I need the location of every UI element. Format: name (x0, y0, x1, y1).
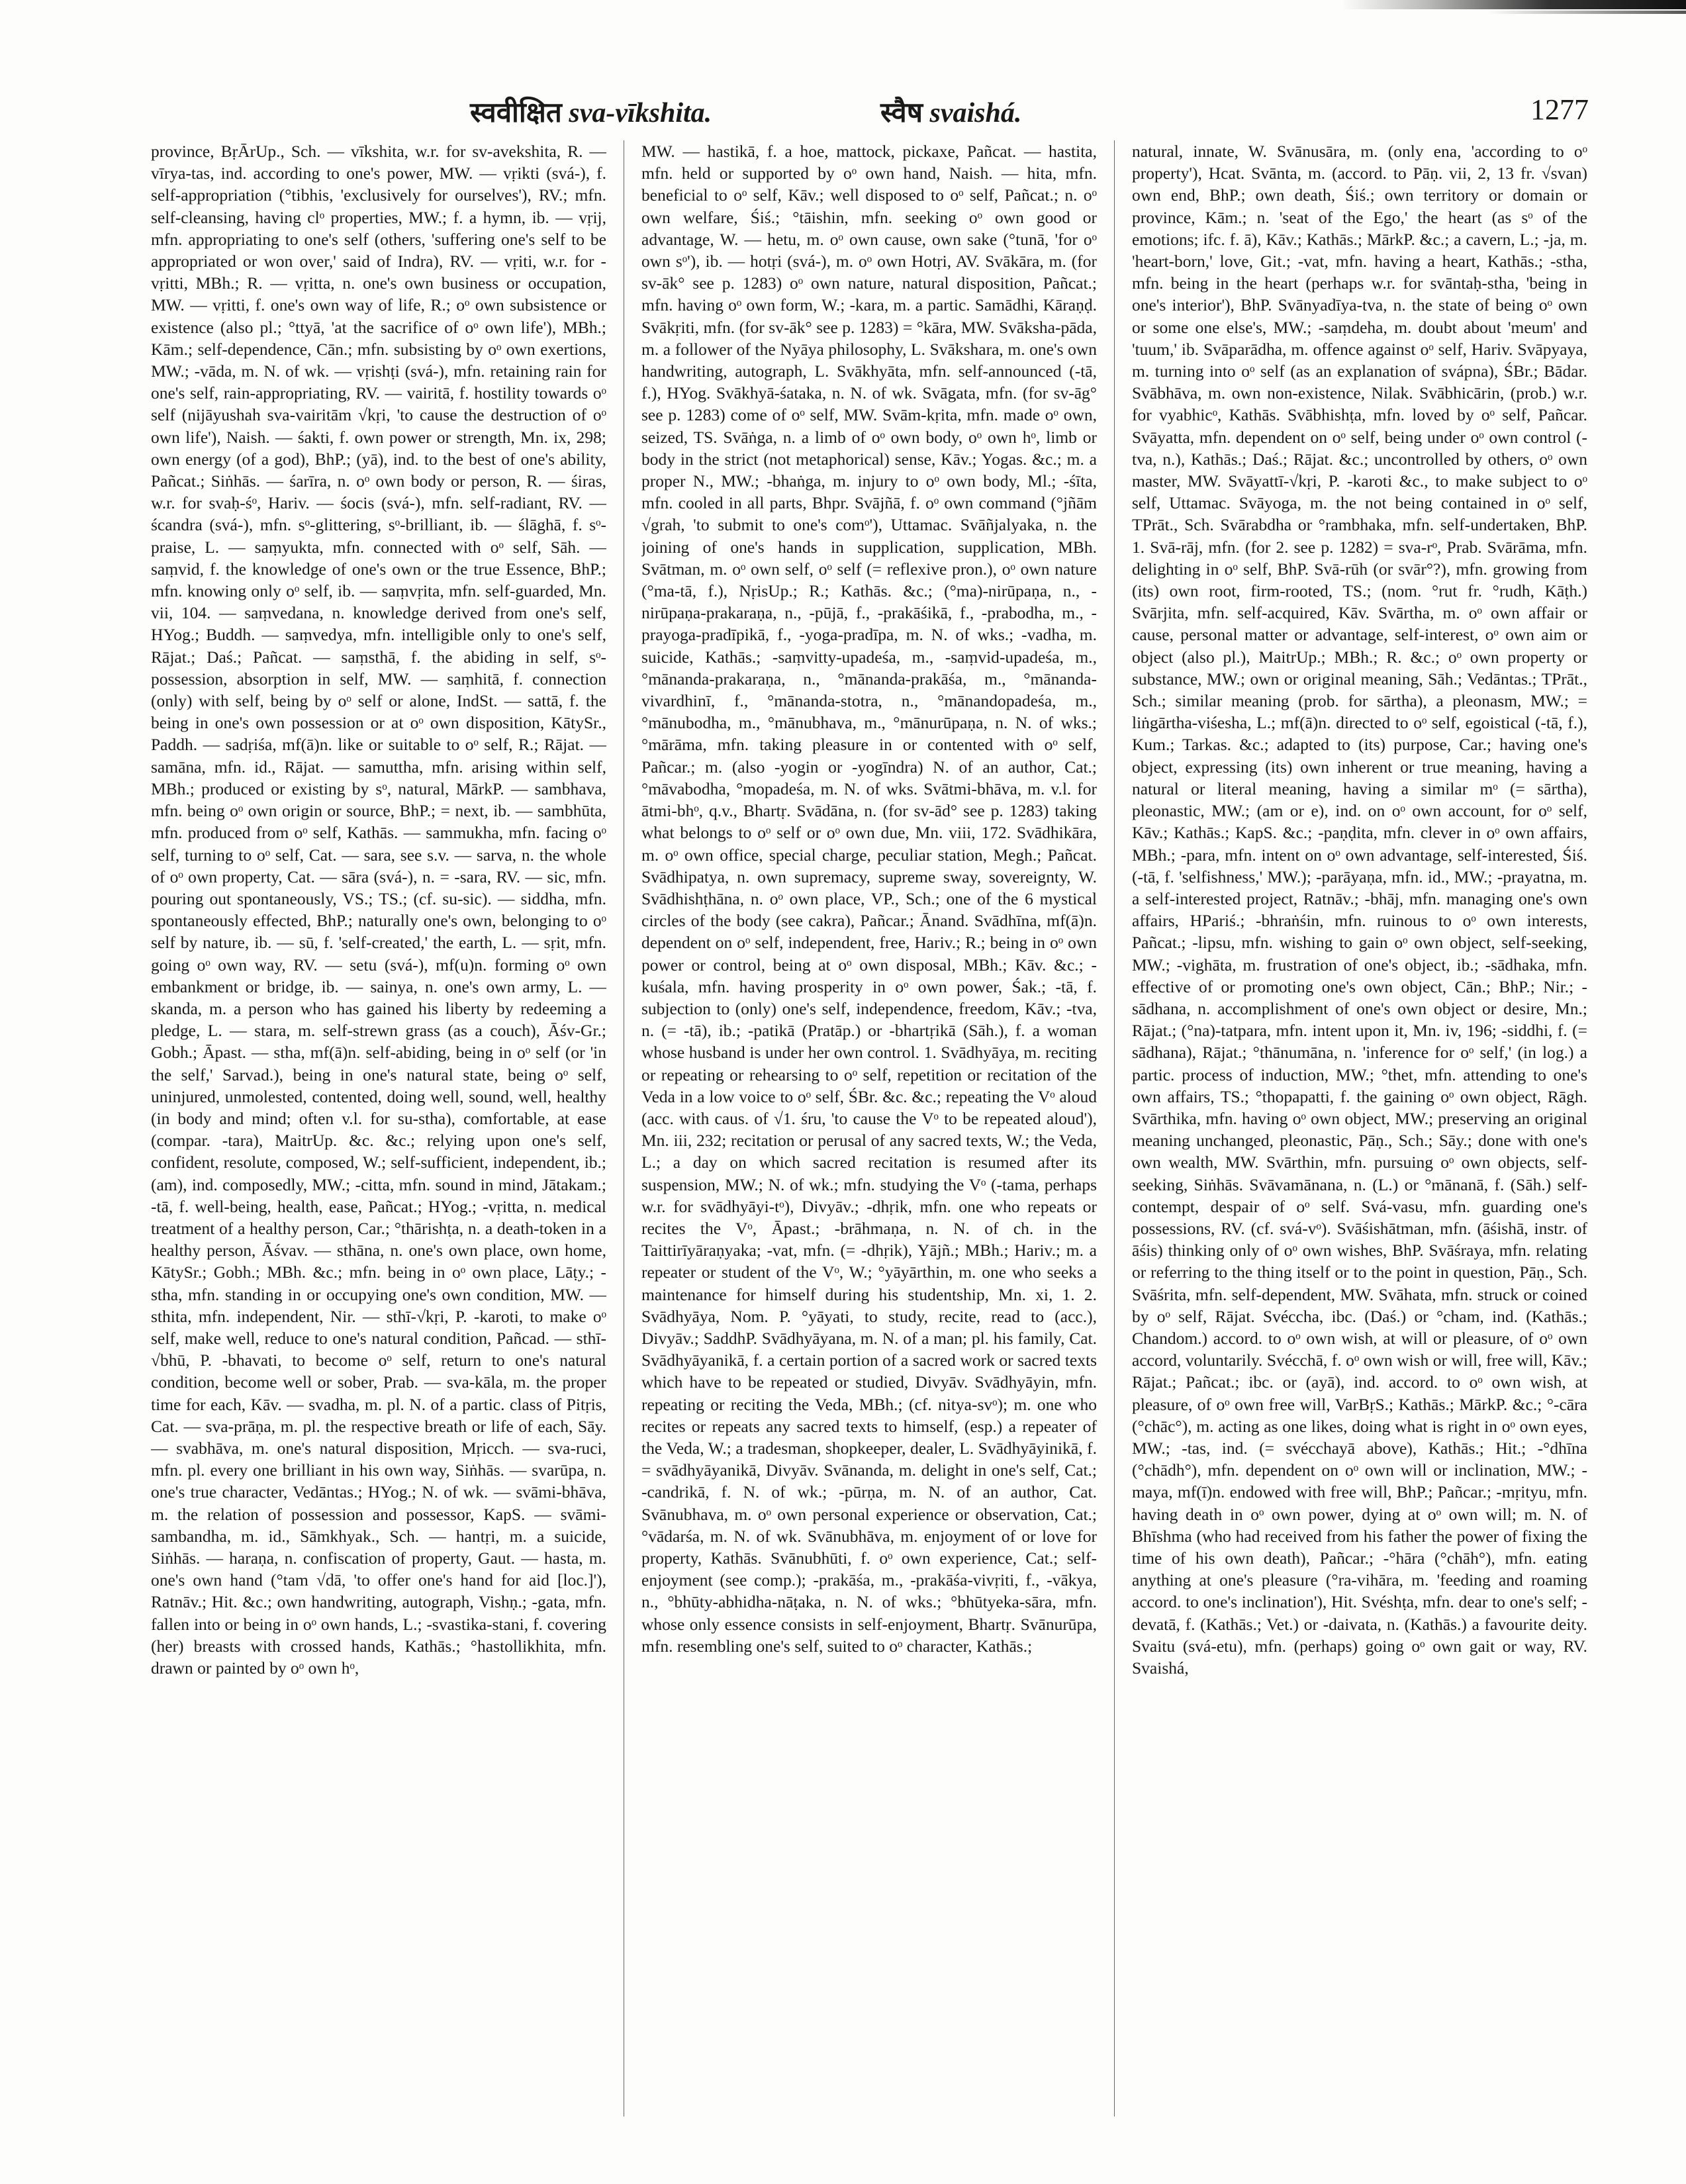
column-1 (151, 140, 606, 2116)
dictionary-columns (151, 140, 1587, 2116)
column-rule-2 (1114, 140, 1115, 2116)
header-center-latin: svaishá. (929, 98, 1022, 128)
header-center (880, 93, 1021, 130)
column-2 (641, 140, 1097, 2116)
header-left (470, 93, 712, 130)
running-header (152, 93, 1589, 132)
scan-edge-mark (1342, 0, 1686, 9)
column-3-text: natural, innate, W. Svānusāra, m. (only ena, 'according to oᵒ property'), Hcat. Svānta, m. (accord. to Pāṇ. vii, 2, 13 fr. √svan) own end, BhP.; own death, Śiś.; own territory or domain or province, Kām.; n. 'seat of the Ego,' the heart (as sᵒ of the emotions; ifc. f. ā), Kāv.; Kathās.; MārkP. &c.; a cavern, L.; -ja, m. 'heart-born,' love, Git.; -vat, mfn. having a heart, Kathās.; -stha, mfn. being in the heart (perhaps w.r. for svāntaḥ-stha, 'being in one's interior'), BhP. Svānyadīya-tva, n. the state of being oᵒ own or some one else's, MW.; -saṃdeha, m. doubt about 'meum' and 'tuum,' ib. Svāparādha, m. offence against oᵒ self, Hariv. Svāpyaya, m. turning into oᵒ self (as an explanation of svápna), ŚBr.; Bādar. Svābhāva, m. own non-existence, Nilak. Svābhicārin, (prob.) w.r. for vyabhicᵒ, Kathās. Svābhishṭa, mfn. loved by oᵒ self, Pañcar. Svāyatta, mfn. dependent on oᵒ self, being under oᵒ own control (-tva, n.), Kathās.; Daś.; Rājat. &c.; uncontrolled by others, oᵒ own master, MW. Svāyattī-√kṛi, P. -karoti &c., to make subject to oᵒ self, Uttamac. Svāyoga, m. the not being contained in oᵒ self, TPrāt., Sch. Svārabdha or °rambhaka, mfn. self-undertaken, BhP. 1. Svā-rāj, mfn. (for 2. see p. 1282) = sva-rᵒ, Prab. Svārāma, mfn. delighting in oᵒ self, BhP. Svā-rūh (or svār°?), mfn. growing from (its) own root, firm-rooted, TS.; (nom. °rut fr. °rudh, Kāṭh.) Svārjita, mfn. self-acquired, Kāv. Svārtha, m. oᵒ own affair or cause, personal matter or advantage, self-interest, oᵒ own aim or object (also pl.), MaitrUp.; MBh.; R. &c.; oᵒ own property or substance, MW.; own or original meaning, Sāh.; Vedāntas.; TPrāt., Sch.; similar meaning (prob. for sārtha), a pleonasm, MW.; = liṅgārtha-viśesha, L.; mf(ā)n. directed to oᵒ self, egoistical (-tā, f.), Kum.; Tarkas. &c.; adapted to (its) purpose, Car.; having one's object, expressing (its) own inherent or true meaning, having a natural or literal meaning, having a similar mᵒ (= sārtha), pleonastic, MW.; (am or e), ind. on oᵒ own account, for oᵒ self, Kāv.; Kathās.; KapS. &c.; -paṇḍita, mfn. clever in oᵒ own affairs, MBh.; -para, mfn. intent on oᵒ own advantage, self-interested, Śiś. (-tā, f. 'selfishness,' MW.); -parāyaṇa, mfn. id., MW.; -prayatna, m. a self-interested project, Ratnāv.; -bhāj, mfn. managing one's own affairs, HPariś.; -bhraṅśin, mfn. ruinous to oᵒ own interests, Pañcat.; -lipsu, mfn. wishing to gain oᵒ own object, self-seeking, MW.; -vighāta, m. frustration of one's object, ib.; -sādhaka, mfn. effective of or promoting one's own object, Cān.; BhP.; Nir.; -sādhana, n. accomplishment of one's own object or desire, Mn.; Rājat.; (°na)-tatpara, mfn. intent upon it, Mn. iv, 196; -siddhi, f. (= sādhana), Rājat.; °thānumāna, n. 'inference for oᵒ self,' (in log.) a partic. process of induction, MW.; °thet, mfn. attending to one's own affairs, TS.; °thopapatti, f. the gaining oᵒ own object, Rāgh. Svārthika, mfn. having oᵒ own object, MW.; preserving an original meaning unchanged, pleonastic, Pāṇ., Sch.; Sāy.; done with one's own wealth, MW. Svārthin, mfn. pursuing oᵒ own objects, self-seeking, Siṅhās. Svāvamānana, n. (L.) or °mānanā, f. (Sāh.) self-contempt, despair of oᵒ self. Svá-vasu, mfn. guarding one's possessions, RV. (cf. svá-vᵒ). Svāśishātman, mfn. (āśishā, instr. of āśis) thinking only of oᵒ own wishes, BhP. Svāśraya, mfn. relating or referring to the thing itself or to the point in question, Pāṇ., Sch. Svāśrita, mfn. self-dependent, MW. Svāhata, mfn. struck or coined by oᵒ self, Rājat. Svéccha, ibc. (Daś.) or °cham, ind. (Kathās.; Chandom.) accord. to oᵒ own wish, at will or pleasure, of oᵒ own accord, voluntarily. Svécchā, f. oᵒ own wish or will, free will, Kāv.; Rājat.; Pañcat.; ibc. or (ayā), ind. accord. to oᵒ own wish, at pleasure, of oᵒ own free will, VarBṛS.; Kathās.; MārkP. &c.; °-cāra (°chāc°), m. acting as one likes, doing what is right in oᵒ own eyes, MW.; -tas, ind. (= svécchayā above), Kathās.; Hit.; -°dhīna (°chādh°), mfn. dependent on oᵒ own will or inclination, MW.; -maya, mf(ī)n. endowed with free will, BhP.; Pañcar.; -mṛityu, mfn. having death in oᵒ own power, dying at oᵒ own will; m. N. of Bhīshma (who had received from his father the power of fixing the time of his own death), Pañcar.; -°hāra (°chāh°), mfn. eating anything at one's pleasure (°ra-vihāra, m. 'feeding and roaming accord. to one's inclination'), Hit. Svéshṭa, mfn. dear to one's self; -devatā, f. (Kathās.; Vet.) or -daivata, n. (Kathās.) a favourite deity. Svaitu (svá-etu), mfn. (perhaps) going oᵒ own gait or way, RV. Svaishá, (1132, 142, 1587, 1678)
header-left-devanagari: स्ववीक्षित (470, 98, 562, 128)
column-2-text: MW. — hastikā, f. a hoe, mattock, pickaxe, Pañcat. — hastita, mfn. held or supported by oᵒ own hand, Naish. — hita, mfn. beneficial to oᵒ self, Kāv.; well disposed to oᵒ self, Pañcat.; n. oᵒ own welfare, Śiś.; °tāishin, mfn. seeking oᵒ own good or advantage, W. — hetu, m. oᵒ own cause, own sake (°tunā, 'for oᵒ own sᵒ'), ib. — hotṛi (svá-), m. oᵒ own Hotṛi, AV. Svākāra, m. (for sv-āk° see p. 1283) oᵒ own nature, natural disposition, Pañcat.; mfn. having oᵒ own form, W.; -kara, m. a partic. Samādhi, Kāraṇḍ. Svākṛiti, mfn. (for sv-āk° see p. 1283) = °kāra, MW. Svāksha-pāda, m. a follower of the Nyāya philosophy, L. Svākshara, m. one's own handwriting, autograph, L. Svākhyāta, mfn. self-announced (-tā, f.), HYog. Svākhyā-śataka, n. N. of wk. Svāgata, mfn. (for sv-āg° see p. 1283) come of oᵒ self, MW. Svām-kṛita, mfn. made oᵒ own, seized, TS. Svāṅga, n. a limb of oᵒ own body, oᵒ own hᵒ, limb or body in the strict (not metaphorical) sense, Kāv.; Yogas. &c.; m. a proper N., MW.; -bhaṅga, m. injury to oᵒ own body, Ml.; -śīta, mfn. cooled in all parts, Bhpr. Svājñā, f. oᵒ own command (°jñām √grah, 'to submit to one's comᵒ'), Uttamac. Svāñjalyaka, n. the joining of one's hands in supplication, supplication, MBh. Svātman, m. oᵒ own self, oᵒ self (= reflexive pron.), oᵒ own nature (°ma-tā, f.), NṛisUp.; R.; Kathās. &c.; (°ma)-nirūpaṇa, n., -nirūpaṇa-prakaraṇa, n., -pūjā, f., -prakāśikā, f., -prabodha, m., -prayoga-pradīpikā, f., -yoga-pradīpa, m. N. of wks.; -vadha, m. suicide, Kathās.; -saṃvitty-upadeśa, m., -saṃvid-upadeśa, m., °mānanda-prakaraṇa, n., °mānanda-prakāśa, m., °mānanda-vivardhinī, f., °mānanda-stotra, n., °mānandopadeśa, m., °mānubodha, m., °mānubhava, m., °mānurūpaṇa, n. N. of wks.; °mārāma, mfn. taking pleasure in or contented with oᵒ self, Pañcar.; m. (also -yogin or -yogīndra) N. of an author, Cat.; °māvabodha, °mopadeśa, m. N. of wks. Svātmi-bhāva, m. v.l. for ātmi-bhᵒ, q.v., Bhartṛ. Svādāna, n. (for sv-ād° see p. 1283) taking what belongs to oᵒ self or oᵒ own due, Mn. viii, 172. Svādhikāra, m. oᵒ own office, special charge, peculiar station, Megh.; Pañcat. Svādhipatya, n. own supremacy, supreme sway, sovereignty, W. Svādhishṭhāna, n. oᵒ own place, VP., Sch.; one of the 6 mystical circles of the body (see cakra), Pañcar.; Ānand. Svādhīna, mf(ā)n. dependent on oᵒ self, independent, free, Hariv.; R.; being in oᵒ own power or control, being at oᵒ own disposal, MBh.; Kāv. &c.; -kuśala, mfn. having prosperity in oᵒ own power, Śak.; -tā, f. subjection to (only) one's self, independence, freedom, Kāv.; -tva, n. (= -tā), ib.; -patikā (Pratāp.) or -bhartṛikā (Sāh.), f. a woman whose husband is under her own control. 1. Svādhyāya, m. reciting or repeating or rehearsing to oᵒ self, repetition or recitation of the Veda in a low voice to oᵒ self, ŚBr. &c. &c.; repeating the Vᵒ aloud (acc. with caus. of √1. śru, 'to cause the Vᵒ to be repeated aloud'), Mn. iii, 232; recitation or perusal of any sacred texts, W.; the Veda, L.; a day on which sacred recitation is resumed after its suspension, MW.; N. of wk.; mfn. studying the Vᵒ (-tama, perhaps w.r. for svādhyāyi-tᵒ), Divyāv.; -dhṛik, mfn. one who repeats or recites the Vᵒ, Āpast.; -brāhmaṇa, n. N. of ch. in the Taittirīyāraṇyaka; -vat, mfn. (= -dhṛik), Yājñ.; MBh.; Hariv.; m. a repeater or student of the Vᵒ, W.; °yāyārthin, m. one who seeks a maintenance for himself during his studentship, Mn. xi, 1. 2. Svādhyāya, Nom. P. °yāyati, to study, recite, read to (acc.), Divyāv.; SaddhP. Svādhyāyana, m. N. of a man; pl. his family, Cat. Svādhyāyanikā, f. a certain portion of a sacred work or sacred texts which have to be repeated or studied, Divyāv. Svādhyāyin, mfn. repeating or reciting the Veda, MBh.; (cf. nitya-svᵒ); m. one who recites or repeats any sacred texts to himself, (esp.) a repeater of the Veda, W.; a tradesman, shopkeeper, dealer, L. Svādhyāyinikā, f. = svādhyāyanikā, Divyāv. Svānanda, m. delight in one's self, Cat.; -candrikā, f. N. of wk.; -pūrṇa, m. N. of an author, Cat. Svānubhava, m. oᵒ own personal experience or observation, Cat.; °vādarśa, m. N. of wk. Svānubhāva, m. enjoyment of or love for property, Kathās. Svānubhūti, f. oᵒ own experience, Cat.; self-enjoyment (see comp.); -prakāśa, m., -prakāśa-vivṛiti, f., -vākya, n., °bhūty-abhidha-nāṭaka, n. N. of wks.; °bhūtyeka-sāra, mfn. whose only essence consists in self-enjoyment, Bhartṛ. Svānurūpa, mfn. resembling one's self, suited to oᵒ character, Kathās.; (641, 142, 1097, 1656)
column-3 (1132, 140, 1587, 2116)
page-number: 1277 (1530, 93, 1589, 126)
column-1-text: province, BṛĀrUp., Sch. — vīkshita, w.r. for sv-avekshita, R. — vīrya-tas, ind. according to one's power, MW. — vṛikti (svá-), f. self-appropriation (°tibhis, 'exclusively for ourselves'), RV.; mfn. self-cleansing, having clᵒ properties, MW.; f. a hymn, ib. — vṛij, mfn. appropriating to one's self (others, 'suffering one's self to be appropriated or won over,' said of Indra), RV. — vṛiti, w.r. for -vṛitti, MBh.; R. — vṛitta, n. one's own business or occupation, MW. — vṛitti, f. one's own way of life, R.; oᵒ own subsistence or existence (also pl.; °ttyā, 'at the sacrifice of oᵒ own life'), MBh.; Kām.; self-dependence, Cān.; mfn. subsisting by oᵒ own exertions, MW.; -vāda, m. N. of wk. — vṛishṭi (svá-), mfn. retaining rain for one's self, rain-appropriating, RV. — vairitā, f. hostility towards oᵒ self (nijāyushah sva-vairitām √kṛi, 'to cause the destruction of oᵒ own life'), Naish. — śakti, f. own power or strength, Mn. ix, 298; own energy (of a god), BhP.; (yā), ind. to the best of one's ability, Pañcat.; Siṅhās. — śarīra, n. oᵒ own body or person, R. — śiras, w.r. for svaḥ-śᵒ, Hariv. — śocis (svá-), mfn. self-radiant, RV. — ścandra (svá-), mfn. sᵒ-glittering, sᵒ-brilliant, ib. — ślāghā, f. sᵒ-praise, L. — saṃyukta, mfn. connected with oᵒ self, Sāh. — saṃvid, f. the knowledge of one's own or the true Essence, BhP.; mfn. knowing only oᵒ self, ib. — saṃvṛita, mfn. self-guarded, Mn. vii, 104. — saṃvedana, n. knowledge derived from one's self, HYog.; Buddh. — saṃvedya, mfn. intelligible only to one's self, Rājat.; Daś.; Pañcat. — saṃsthā, f. the abiding in self, sᵒ-possession, absorption in self, MW. — saṃhitā, f. connection (only) with self, being by oᵒ self or alone, IndSt. — sattā, f. the being in one's own possession or at oᵒ own disposition, KātySr., Paddh. — sadṛiśa, mf(ā)n. like or suitable to oᵒ self, R.; Rājat. — samāna, mfn. id., Rājat. — samuttha, mfn. arising within self, MBh.; produced or existing by sᵒ, natural, MārkP. — sambhava, mfn. being oᵒ own origin or source, BhP.; = next, ib. — sambhūta, mfn. produced from oᵒ self, Kathās. — sammukha, mfn. facing oᵒ self, turning to oᵒ self, Cat. — sara, see s.v. — sarva, n. the whole of oᵒ own property, Cat. — sāra (svá-), n. = -sara, RV. — sic, mfn. pouring out spontaneously, VS.; TS.; (cf. su-sic). — siddha, mfn. spontaneously effected, BhP.; naturally one's own, belonging to oᵒ self by nature, ib. — sū, f. 'self-created,' the earth, L. — sṛit, mfn. going oᵒ own way, RV. — setu (svá-), mf(u)n. forming oᵒ own embankment or bridge, ib. — sainya, n. one's own army, L. — skanda, m. a person who has gained his liberty by redeeming a pledge, L. — stara, m. self-strewn grass (as a couch), Āśv-Gr.; Gobh.; Āpast. — stha, mf(ā)n. self-abiding, being in oᵒ self (or 'in the self,' Sarvad.), being in one's natural state, being oᵒ self, uninjured, unmolested, contented, doing well, sound, well, healthy (in body and mind; often v.l. for su-stha), comfortable, at ease (compar. -tara), MaitrUp. &c. &c.; relying upon one's self, confident, resolute, composed, W.; self-sufficient, independent, ib.; (am), ind. composedly, MW.; -citta, mfn. sound in mind, Jātakam.; -tā, f. well-being, health, ease, Pañcat.; HYog.; -vṛitta, n. medical treatment of a healthy person, Car.; °thārishṭa, n. a death-token in a healthy person, Āśvav. — sthāna, n. one's own place, own home, KātySr.; Gobh.; MBh. &c.; mfn. being in oᵒ own place, Lāṭy.; -stha, mfn. standing in or occupying one's own condition, MW. — sthita, mfn. independent, Nir. — sthī-√kṛi, P. -karoti, to make oᵒ self, make well, reduce to one's natural condition, Pañcad. — sthī-√bhū, P. -bhavati, to become oᵒ self, return to one's natural condition, become well or sober, Prab. — sva-kāla, m. the proper time for each, Kāv. — svadha, m. pl. N. of a partic. class of Pitṛis, Cat. — sva-prāṇa, m. pl. the respective breath or life of each, Sāy. — svabhāva, m. one's natural disposition, Mṛicch. — sva-ruci, mfn. pl. every one brilliant in his own way, Siṅhās. — svarūpa, n. one's true character, Vedāntas.; HYog.; N. of wk. — svāmi-bhāva, m. the relation of possession and possessor, KapS. — svāmi-sambandha, m. id., Sāmkhyak., Sch. — hantṛi, m. a suicide, Siṅhās. — haraṇa, n. confiscation of property, Gaut. — hasta, m. one's own hand (°tam √dā, 'to offer one's hand for aid [loc.]'), Ratnāv.; Hit. &c.; own handwriting, autograph, Vishṇ.; -gata, mfn. fallen into or being in oᵒ own hands, L.; -svastika-stani, f. covering (her) breasts with crossed hands, Kathās.; °hastollikhita, mfn. drawn or painted by oᵒ own hᵒ, (151, 142, 606, 1678)
header-left-latin: sva-vīkshita. (569, 98, 712, 128)
header-center-devanagari: स्वैष (880, 98, 923, 128)
scan-edge-mark-secondary (1487, 11, 1686, 14)
